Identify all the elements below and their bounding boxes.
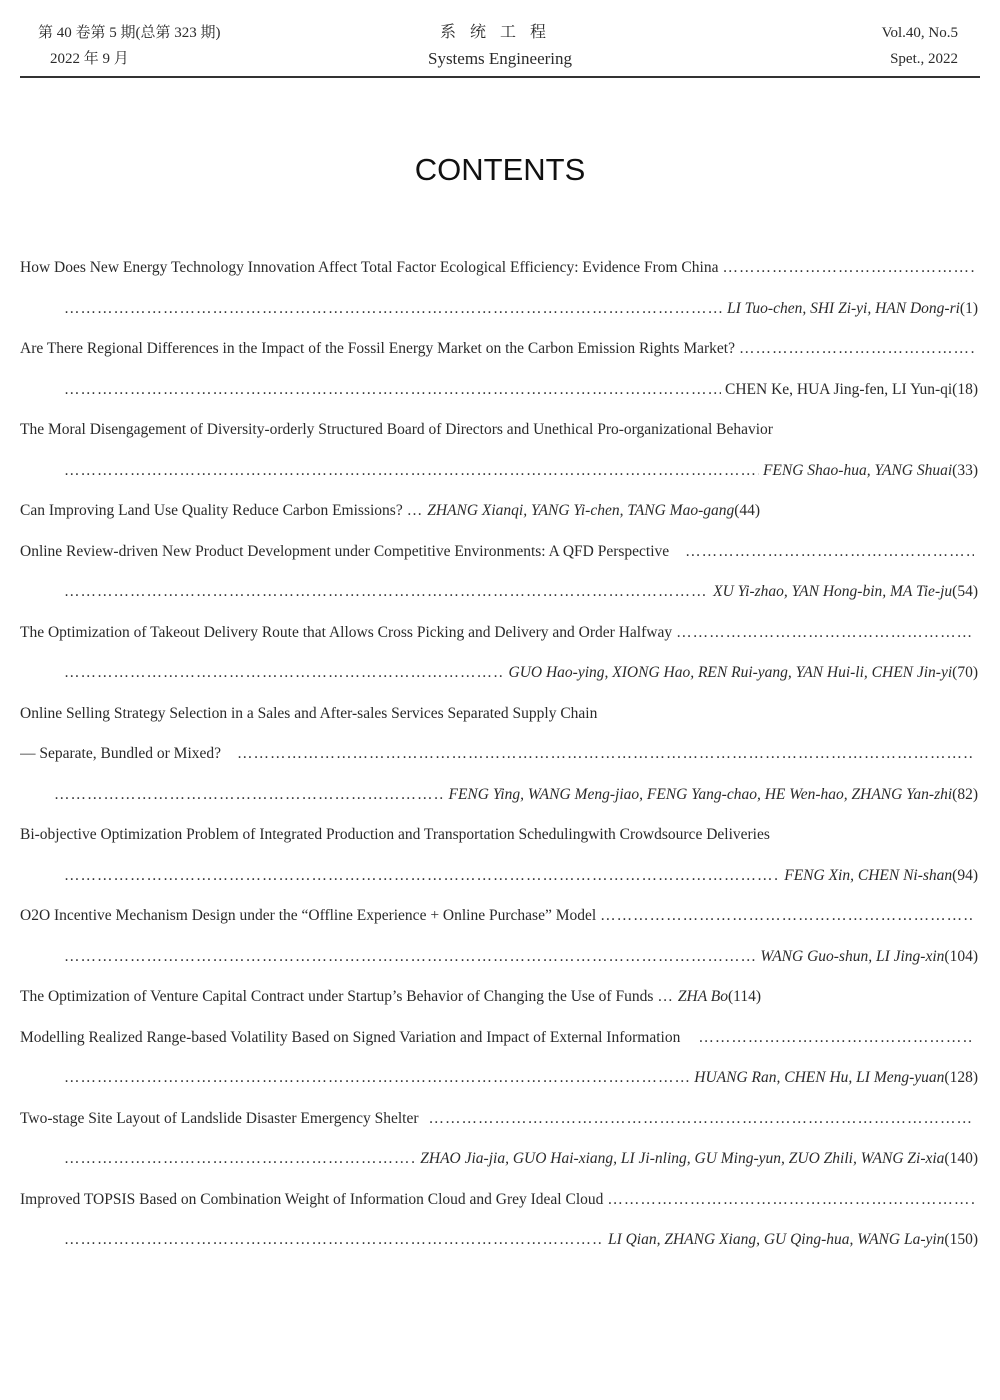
toc-entry-title[interactable] [20, 896, 978, 937]
toc-entry-authors[interactable] [20, 1220, 978, 1261]
article-authors: CHEN Ke, HUA Jing-fen, LI Yun-qi [725, 380, 953, 398]
dot-leader [64, 583, 709, 601]
dot-leader [64, 381, 721, 399]
dot-leader [64, 1150, 416, 1168]
dot-leader [600, 907, 974, 925]
toc-entry[interactable] [20, 491, 978, 532]
toc-entry-title[interactable] [20, 694, 978, 735]
dot-leader [607, 1191, 974, 1209]
page-title: CONTENTS [414, 152, 586, 187]
page-number: (150) [944, 1231, 978, 1249]
toc-entry-title[interactable] [20, 1180, 978, 1221]
journal-name-en: Systems Engineering [427, 49, 572, 68]
toc-entry-title[interactable] [20, 329, 978, 370]
toc-entry-title[interactable] [20, 532, 978, 573]
page-number: (94) [952, 866, 978, 884]
dot-leader [64, 300, 723, 318]
issue-info-en [882, 20, 958, 72]
volume-issue-cn: 第 40 卷第 5 期(总第 323 期) [38, 25, 221, 41]
dot-leader [739, 340, 974, 358]
toc-entry-authors[interactable] [20, 1139, 978, 1180]
running-header [20, 14, 980, 78]
toc-entry-title[interactable] [20, 815, 978, 856]
page-number: (54) [952, 583, 978, 601]
page-number: (104) [944, 947, 978, 965]
dot-leader [64, 867, 780, 885]
page-number: (128) [944, 1069, 978, 1087]
table-of-contents [20, 248, 978, 1261]
article-title: Online Selling Strategy Selection in a Sales and After-sales Services Separated Supply Chain [20, 704, 598, 722]
toc-entry-authors[interactable] [20, 937, 978, 978]
page-number: (1) [959, 299, 978, 317]
dot-leader [54, 786, 444, 804]
toc-entry-authors[interactable] [20, 856, 978, 897]
article-authors: HUANG Ran, CHEN Hu, LI Meng-yuan [694, 1069, 945, 1087]
article-authors: XU Yi-zhao, YAN Hong-bin, MA Tie-ju [713, 583, 953, 601]
toc-entry-title[interactable] [20, 248, 978, 289]
dot-leader [685, 543, 974, 561]
dot-leader [722, 259, 974, 277]
article-authors: LI Qian, ZHANG Xiang, GU Qing-hua, WANG La-yin [607, 1231, 945, 1249]
article-authors: WANG Guo-shun, LI Jing-xin [760, 947, 945, 965]
toc-entry-title[interactable] [20, 613, 978, 654]
article-authors: FENG Xin, CHEN Ni-shan [784, 866, 953, 884]
article-title: The Moral Disengagement of Diversity-orderly Structured Board of Directors and Unethical Pro-organizational Behavior [20, 421, 773, 439]
date-en: Spet., 2022 [890, 51, 958, 67]
article-title: Bi-objective Optimization Problem of Integrated Production and Transportation Schedulingwith Crowdsource Deliveries [20, 826, 770, 844]
page-number: (18) [952, 380, 978, 398]
article-authors: ZHA Bo [677, 988, 728, 1006]
article-title: Online Review-driven New Product Development under Competitive Environments: A QFD Perspective [20, 542, 670, 560]
dot-leader [676, 624, 974, 642]
article-title: How Does New Energy Technology Innovation Affect Total Factor Ecological Efficiency: Evidence From China [20, 259, 719, 277]
dot-leader [64, 462, 759, 480]
article-title: The Optimization of Venture Capital Contract under Startup’s Behavior of Changing the Use of Funds [20, 988, 654, 1006]
article-title: Improved TOPSIS Based on Combination Weight of Information Cloud and Grey Ideal Cloud [20, 1190, 604, 1208]
dot-leader [64, 1069, 690, 1087]
dot-leader [237, 745, 974, 763]
toc-entry[interactable] [20, 977, 978, 1018]
page-number: (33) [952, 461, 978, 479]
toc-entry-authors[interactable] [20, 451, 978, 492]
article-title: Can Improving Land Use Quality Reduce Carbon Emissions? [20, 502, 403, 520]
article-authors: FENG Shao-hua, YANG Shuai [762, 461, 953, 479]
article-subtitle: — Separate, Bundled or Mixed? [20, 745, 222, 763]
dot-leader [698, 1029, 974, 1047]
article-title: Are There Regional Differences in the Impact of the Fossil Energy Market on the Carbon Emission Rights Market? [20, 340, 735, 358]
toc-entry-authors[interactable] [20, 370, 978, 411]
toc-entry-subtitle[interactable] [20, 734, 978, 775]
toc-entry-authors[interactable] [20, 1058, 978, 1099]
toc-entry-title[interactable] [20, 410, 978, 451]
dot-leader [64, 948, 756, 966]
article-authors: LI Tuo-chen, SHI Zi-yi, HAN Dong-ri [727, 299, 960, 317]
article-title: Two-stage Site Layout of Landslide Disaster Emergency Shelter [20, 1109, 419, 1127]
article-authors: GUO Hao-ying, XIONG Hao, REN Rui-yang, YAN Hui-li, CHEN Jin-yi [508, 664, 953, 682]
article-authors: ZHAO Jia-jia, GUO Hai-xiang, LI Ji-nling, GU Ming-yun, ZUO Zhili, WANG Zi-xia [420, 1150, 945, 1168]
article-authors: ZHANG Xianqi, YANG Yi-chen, TANG Mao-gang [427, 502, 735, 520]
toc-entry-title[interactable] [20, 1099, 978, 1140]
journal-name-cn: 系统工程 [439, 24, 560, 41]
journal-name [20, 20, 980, 72]
volume-issue-en: Vol.40, No.5 [881, 25, 958, 41]
toc-entry-authors[interactable] [20, 289, 978, 330]
page-number: (70) [952, 664, 978, 682]
dot-leader [64, 664, 505, 682]
article-title: O2O Incentive Mechanism Design under the “Offline Experience + Online Purchase” Model [20, 907, 597, 925]
article-title: Modelling Realized Range-based Volatility Based on Signed Variation and Impact of External Information [20, 1028, 681, 1046]
toc-entry-authors[interactable] [20, 572, 978, 613]
page-number: (140) [944, 1150, 978, 1168]
toc-entry-authors[interactable] [20, 653, 978, 694]
dot-leader [407, 502, 424, 520]
dot-leader [64, 1231, 604, 1249]
toc-entry-title[interactable] [20, 1018, 978, 1059]
article-title: The Optimization of Takeout Delivery Route that Allows Cross Picking and Delivery and Order Halfway [20, 623, 673, 641]
date-cn: 2022 年 9 月 [50, 51, 129, 67]
dot-leader [429, 1110, 974, 1128]
page-number: (44) [734, 502, 761, 520]
page-number: (114) [727, 988, 761, 1006]
page-number: (82) [952, 785, 978, 803]
toc-entry-authors[interactable] [20, 775, 978, 816]
article-authors: FENG Ying, WANG Meng-jiao, FENG Yang-chao, HE Wen-hao, ZHANG Yan-zhi [448, 785, 953, 803]
dot-leader [657, 988, 674, 1006]
